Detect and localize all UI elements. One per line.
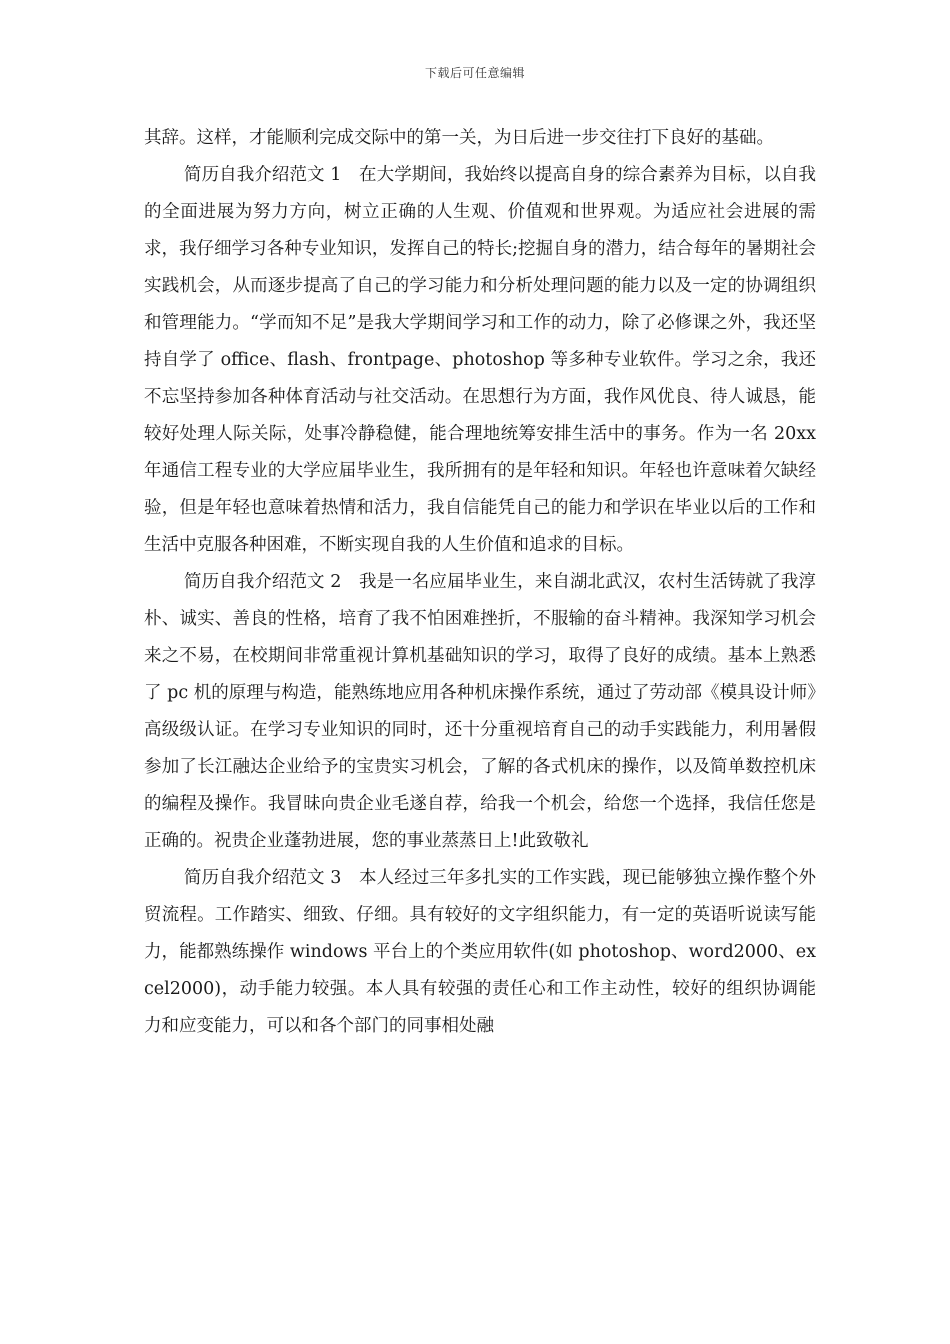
paragraph-sample-1: 简历自我介绍范文 1 在大学期间，我始终以提高自身的综合素养为目标，以自我的全面进展为努力方向，树立正确的人生观、价值观和世界观。为适应社会进展的需求，我仔细学习各种专业知识，发挥自己的特长;挖掘自身的潜力，结合每年的暑期社会实践机会，从而逐步提高了自己的学习能力和分析处理问题的能力以及一定的协调组织和管理能力。“学而知不足”是我大学期间学习和工作的动力，除了必修课之外，我还坚持自学了 office、flash、frontpage、photoshop 等多种专业软件。学习之余，我还不忘坚持参加各种体育活动与社交活动。在思想行为方面，我作风优良、待人诚恳，能较好处理人际关际，处事冷静稳健，能合理地统筹安排生活中的事务。作为一名 20xx 年通信工程专业的大学应届毕业生，我所拥有的是年轻和知识。年轻也许意味着欠缺经验，但是年轻也意味着热情和活力，我自信能凭自己的能力和学识在毕业以后的工作和生活中克服各种困难，不断实现自我的人生价值和追求的目标。 [144,165,816,555]
document-body [144,120,816,1045]
paragraph-sample-2: 简历自我介绍范文 2 我是一名应届毕业生，来自湖北武汉，农村生活铸就了我淳朴、诚实、善良的性格，培育了我不怕困难挫折，不服输的奋斗精神。我深知学习机会来之不易，在校期间非常重视计算机基础知识的学习，取得了良好的成绩。基本上熟悉了 pc 机的原理与构造，能熟练地应用各种机床操作系统，通过了劳动部《模具设计师》高级级认证。在学习专业知识的同时，还十分重视培育自己的动手实践能力，利用暑假参加了长江融达企业给予的宝贵实习机会，了解的各式机床的操作，以及简单数控机床的编程及操作。我冒昧向贵企业毛遂自荐，给我一个机会，给您一个选择，我信任您是正确的。祝贵企业蓬勃进展，您的事业蒸蒸日上!此致敬礼 [144,572,816,851]
page-header-note: 下载后可任意编辑 [424,66,525,80]
paragraph-continuation: 其辞。这样，才能顺利完成交际中的第一关，为日后进一步交往打下良好的基础。 [144,128,774,148]
paragraph-sample-3: 简历自我介绍范文 3 本人经过三年多扎实的工作实践，现已能够独立操作整个外贸流程。工作踏实、细致、仔细。具有较好的文字组织能力，有一定的英语听说读写能力，能都熟练操作 windows 平台上的个类应用软件(如 photoshop、word2000、excel2000)，动手能力较强。本人具有较强的责任心和工作主动性，较好的组织协调能力和应变能力，可以和各个部门的同事相处融 [144,868,816,1036]
